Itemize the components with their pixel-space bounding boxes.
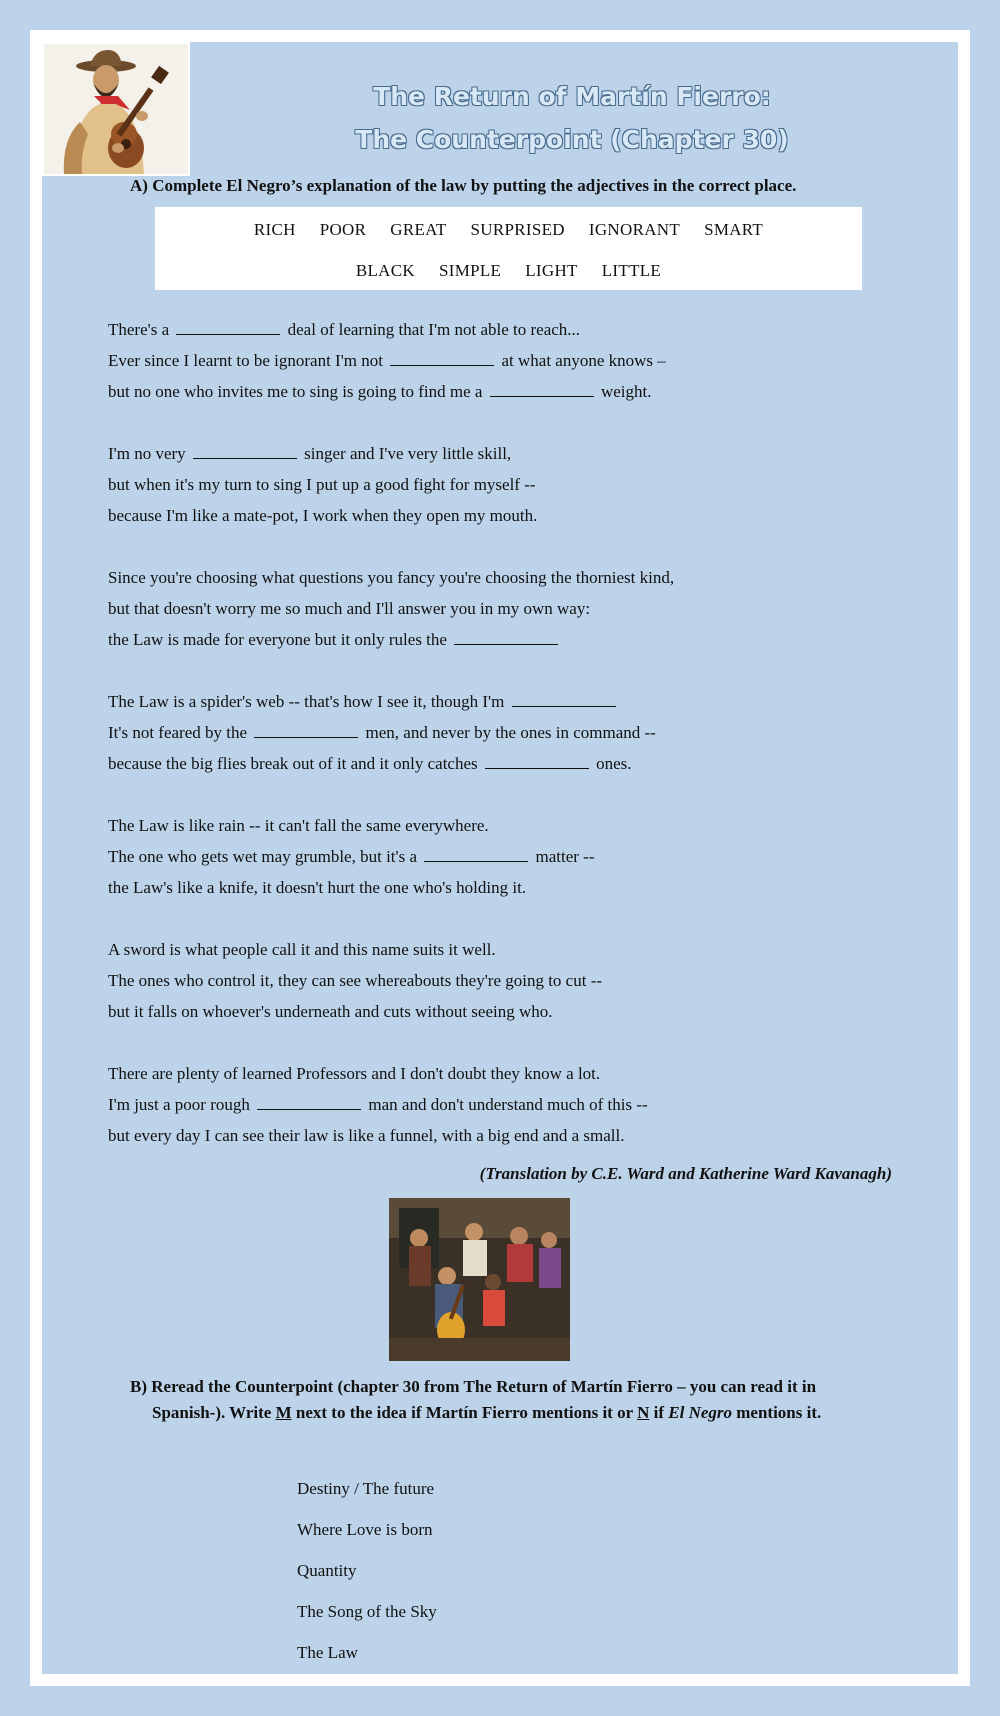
poem-stanza — [108, 810, 908, 903]
poem-text-segment: The Law is a spider's web -- that's how I see it, though I'm — [108, 692, 509, 711]
answer-blank — [257, 1095, 361, 1110]
poem-line — [108, 934, 908, 965]
word-bank-word: SURPRISED — [470, 220, 565, 239]
poem-text-segment: the Law's like a knife, it doesn't hurt the one who's holding it. — [108, 878, 527, 897]
word-bank-word: IGNORANT — [588, 220, 681, 239]
word-bank-word: SIMPLE — [438, 261, 502, 280]
poem-text-segment: The ones who control it, they can see whereabouts they're going to cut -- — [108, 971, 603, 990]
answer-blank — [454, 630, 558, 645]
poem-text-segment: matter -- — [531, 847, 595, 866]
poem-text-segment: but it falls on whoever's underneath and cuts without seeing who. — [108, 1002, 553, 1021]
poem-line — [108, 965, 908, 996]
page-title-line1: The Return of Martín Fierro: — [373, 82, 771, 111]
answer-blank — [254, 723, 358, 738]
section-b-text: Spanish-). Write — [152, 1403, 276, 1422]
idea-item: The Law — [297, 1643, 358, 1662]
poem-text-segment: singer and I've very little skill, — [299, 444, 512, 463]
letter-m: M — [275, 1403, 292, 1422]
poem-text-segment: man and don't understand much of this -- — [364, 1095, 648, 1114]
ideas-list — [297, 1468, 437, 1673]
poem-text-segment: weight. — [596, 382, 652, 401]
idea-item: Quantity — [297, 1561, 357, 1580]
word-bank — [155, 207, 862, 290]
idea-item: Destiny / The future — [297, 1479, 435, 1498]
word-bank-word: LITTLE — [601, 261, 662, 280]
idea-item: Where Love is born — [297, 1520, 433, 1539]
poem-line — [108, 562, 908, 593]
answer-blank — [485, 754, 589, 769]
poem-text — [108, 314, 908, 1182]
gaucho-guitar-illustration — [42, 42, 190, 176]
poem-text-segment: but every day I can see their law is like a funnel, with a big end and a small. — [108, 1126, 625, 1145]
poem-line — [108, 810, 908, 841]
poem-text-segment: but when it's my turn to sing I put up a good fight for myself -- — [108, 475, 536, 494]
answer-blank — [390, 351, 494, 366]
poem-text-segment: the Law is made for everyone but it only rules the — [108, 630, 452, 649]
poem-text-segment: It's not feared by the — [108, 723, 252, 742]
poem-text-segment: There's a — [108, 320, 174, 339]
poem-text-segment: Since you're choosing what questions you fancy you're choosing the thorniest kind, — [108, 568, 675, 587]
poem-text-segment: at what anyone knows – — [497, 351, 666, 370]
section-b-line1: B) Reread the Counterpoint (chapter 30 from The Return of Martín Fierro – you can read it in — [130, 1377, 817, 1396]
poem-text-segment: ones. — [591, 754, 632, 773]
poem-line — [108, 1089, 908, 1120]
poem-line — [108, 1120, 908, 1151]
poem-line — [108, 841, 908, 872]
poem-stanza — [108, 934, 908, 1027]
word-bank-word: LIGHT — [525, 261, 578, 280]
poem-line — [108, 469, 908, 500]
poem-stanza — [108, 686, 908, 779]
word-bank-row-2 — [155, 261, 862, 281]
poem-line — [108, 345, 908, 376]
poem-line — [108, 717, 908, 748]
poem-line — [108, 376, 908, 407]
section-b-text: mentions it. — [732, 1403, 822, 1422]
poem-text-segment: The one who gets wet may grumble, but it's a — [108, 847, 422, 866]
answer-blank — [512, 692, 616, 707]
answer-blank — [424, 847, 528, 862]
letter-n: N — [637, 1403, 650, 1422]
el-negro-name: El Negro — [668, 1403, 733, 1422]
section-b-instruction — [130, 1374, 920, 1426]
translation-credit: (Translation by C.E. Ward and Katherine Ward Kavanagh) — [479, 1164, 892, 1183]
word-bank-word: RICH — [253, 220, 296, 239]
poem-text-segment: There are plenty of learned Professors and I don't doubt they know a lot. — [108, 1064, 601, 1083]
poem-stanza — [108, 438, 908, 531]
word-bank-word: BLACK — [355, 261, 415, 280]
idea-item: The Song of the Sky — [297, 1602, 437, 1621]
poem-line — [108, 593, 908, 624]
answer-blank — [490, 382, 594, 397]
poem-text-segment: but no one who invites me to sing is going to find me a — [108, 382, 487, 401]
poem-text-segment: deal of learning that I'm not able to reach... — [283, 320, 581, 339]
poem-line — [108, 438, 908, 469]
poem-text-segment: because I'm like a mate-pot, I work when they open my mouth. — [108, 506, 538, 525]
section-a-instruction: A) Complete El Negro’s explanation of the law by putting the adjectives in the correct place. — [130, 176, 797, 195]
poem-line — [108, 872, 908, 903]
word-bank-row-1 — [155, 220, 862, 240]
word-bank-word: SMART — [704, 220, 764, 239]
section-b-text: if — [649, 1403, 669, 1422]
poem-text-segment: I'm no very — [108, 444, 190, 463]
section-b-text: next to the idea if Martín Fierro mentions it or — [291, 1403, 638, 1422]
answer-blank — [176, 320, 280, 335]
gauchos-scene-painting — [389, 1198, 570, 1361]
poem-line — [108, 314, 908, 345]
poem-line — [108, 686, 908, 717]
poem-text-segment: but that doesn't worry me so much and I'll answer you in my own way: — [108, 599, 591, 618]
poem-line — [108, 1058, 908, 1089]
section-b-line2 — [130, 1400, 920, 1426]
word-bank-word: GREAT — [390, 220, 447, 239]
word-bank-word: POOR — [319, 220, 367, 239]
poem-line — [108, 624, 908, 655]
poem-stanza — [108, 562, 908, 655]
poem-stanza — [108, 314, 908, 407]
poem-text-segment: A sword is what people call it and this name suits it well. — [108, 940, 496, 959]
answer-blank — [193, 444, 297, 459]
poem-text-segment: I'm just a poor rough — [108, 1095, 255, 1114]
poem-line — [108, 748, 908, 779]
poem-text-segment: because the big flies break out of it and it only catches — [108, 754, 482, 773]
poem-line — [108, 500, 908, 531]
poem-line — [108, 996, 908, 1027]
page-title-line2: The Counterpoint (Chapter 30) — [355, 125, 789, 154]
poem-text-segment: men, and never by the ones in command -- — [361, 723, 656, 742]
poem-stanza — [108, 1058, 908, 1151]
worksheet-page — [42, 42, 958, 1674]
poem-text-segment: The Law is like rain -- it can't fall the same everywhere. — [108, 816, 489, 835]
poem-text-segment: Ever since I learnt to be ignorant I'm not — [108, 351, 388, 370]
